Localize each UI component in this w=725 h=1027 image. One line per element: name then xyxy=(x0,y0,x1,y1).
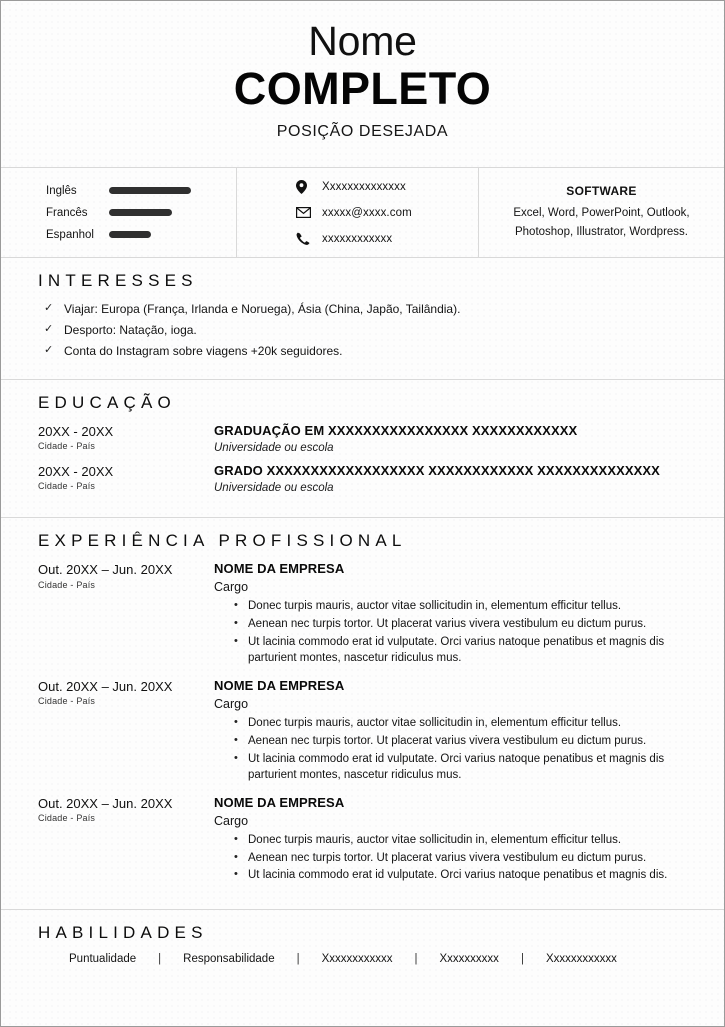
experience-entry-body xyxy=(214,795,700,887)
interest-text: Viajar: Europa (França, Irlanda e Noruega), Ásia (China, Japão, Tailândia). xyxy=(64,302,461,317)
skills-row xyxy=(38,953,700,965)
education-title: EDUCAÇÃO xyxy=(38,392,176,412)
software-title: SOFTWARE xyxy=(566,183,637,198)
section-interests xyxy=(1,258,724,379)
section-experience xyxy=(1,518,724,909)
education-institution: Universidade ou escola xyxy=(214,441,334,454)
experience-bullet: • Ut lacinia commodo erat id vulputate. Orci varius natoque penatibus et magnis dis parturient montes, nascetur ridiculus mus. xyxy=(248,752,700,784)
experience-title: EXPERIÊNCIA PROFISSIONAL xyxy=(38,531,407,551)
education-entry-body xyxy=(214,423,700,454)
experience-dates: Out. 20XX – Jun. 20XX xyxy=(38,678,173,694)
language-level-bar xyxy=(109,209,172,216)
phone-icon xyxy=(296,232,322,246)
skill-item: Responsabilidade xyxy=(183,953,275,966)
education-entry xyxy=(38,463,700,494)
education-place: Cidade - País xyxy=(38,441,96,452)
info-bar xyxy=(1,168,724,257)
interests-title: INTERESSES xyxy=(38,271,198,291)
experience-bullet: • Ut lacinia commodo erat id vulputate. Orci varius natoque penatibus et magnis dis. xyxy=(248,868,700,884)
check-icon: ✓ xyxy=(44,302,54,315)
experience-entry-meta xyxy=(38,561,214,669)
skill-item: Puntualidade xyxy=(69,953,137,966)
section-education xyxy=(1,380,724,518)
experience-company: NOME DA EMPRESA xyxy=(214,794,345,810)
interest-item xyxy=(38,322,700,338)
experience-bullet-list xyxy=(214,599,700,666)
education-dates: 20XX - 20XX xyxy=(38,463,114,479)
language-row xyxy=(46,202,236,224)
experience-bullet: • Donec turpis mauris, auctor vitae sollicitudin in, elementum efficitur tellus. xyxy=(248,599,700,615)
resume-header xyxy=(1,1,724,141)
interest-text: Desporto: Natação, ioga. xyxy=(64,323,197,338)
language-name: Espanhol xyxy=(46,228,94,241)
email-value: xxxxx@xxxx.com xyxy=(322,206,412,219)
address-value: Xxxxxxxxxxxxxx xyxy=(322,180,406,193)
section-skills xyxy=(1,910,724,979)
skill-item: Xxxxxxxxxxxx xyxy=(545,953,617,966)
check-icon: ✓ xyxy=(44,323,54,336)
experience-role: Cargo xyxy=(214,580,249,595)
language-row xyxy=(46,180,236,202)
skill-separator: | xyxy=(296,953,300,966)
experience-bullet: • Aenean nec turpis tortor. Ut placerat varius vivera vestibulum eu dictum purus. xyxy=(248,617,700,633)
experience-bullet: • Aenean nec turpis tortor. Ut placerat varius vivera vestibulum eu dictum purus. xyxy=(248,734,700,750)
software-list-line-2: Photoshop, Illustrator, Wordpress. xyxy=(514,225,688,238)
experience-dates: Out. 20XX – Jun. 20XX xyxy=(38,795,173,811)
contact-row-email xyxy=(296,200,478,226)
experience-bullet-list xyxy=(214,833,700,885)
phone-value: xxxxxxxxxxxx xyxy=(322,232,393,245)
experience-company: NOME DA EMPRESA xyxy=(214,677,345,693)
experience-entry xyxy=(38,795,700,887)
location-pin-icon xyxy=(296,180,322,194)
check-icon: ✓ xyxy=(44,344,54,357)
experience-company: NOME DA EMPRESA xyxy=(214,561,345,577)
experience-place: Cidade - País xyxy=(38,813,96,824)
interest-item xyxy=(38,301,700,317)
skill-separator: | xyxy=(520,953,524,966)
language-name: Inglês xyxy=(46,184,77,197)
contact-row-address xyxy=(296,174,478,200)
education-entry-meta xyxy=(38,423,214,454)
experience-entry xyxy=(38,678,700,786)
interest-item xyxy=(38,343,700,359)
education-dates: 20XX - 20XX xyxy=(38,423,114,439)
experience-entry-meta xyxy=(38,678,214,786)
experience-bullet: • Ut lacinia commodo erat id vulputate. Orci varius natoque penatibus et magnis dis parturient montes, nascetur ridiculus mus. xyxy=(248,635,700,667)
languages-column xyxy=(1,168,236,257)
contact-row-phone xyxy=(296,226,478,252)
experience-bullet: • Donec turpis mauris, auctor vitae sollicitudin in, elementum efficitur tellus. xyxy=(248,833,700,849)
experience-entry xyxy=(38,561,700,669)
experience-entry-body xyxy=(214,561,700,669)
language-level-bar xyxy=(109,187,191,194)
education-degree: GRADO XXXXXXXXXXXXXXXXXX XXXXXXXXXXXX XXXXXXXXXXXXXX xyxy=(214,462,660,478)
experience-place: Cidade - País xyxy=(38,579,96,590)
skill-item: Xxxxxxxxxx xyxy=(439,953,499,966)
language-level-bar xyxy=(109,231,151,238)
experience-place: Cidade - País xyxy=(38,696,96,707)
skill-separator: | xyxy=(414,953,418,966)
education-entry-meta xyxy=(38,463,214,494)
skills-title: HABILIDADES xyxy=(38,923,208,943)
experience-bullet: • Donec turpis mauris, auctor vitae sollicitudin in, elementum efficitur tellus. xyxy=(248,716,700,732)
experience-role: Cargo xyxy=(214,813,249,828)
education-institution: Universidade ou escola xyxy=(214,482,334,495)
language-row xyxy=(46,224,236,246)
skill-item: Xxxxxxxxxxxx xyxy=(321,953,393,966)
first-name: Nome xyxy=(308,18,417,64)
software-column xyxy=(479,168,724,257)
experience-role: Cargo xyxy=(214,697,249,712)
skill-separator: | xyxy=(158,953,162,966)
last-name: COMPLETO xyxy=(233,62,492,114)
interest-text: Conta do Instagram sobre viagens +20k seguidores. xyxy=(64,344,343,359)
education-entry xyxy=(38,423,700,454)
experience-entry-meta xyxy=(38,795,214,887)
experience-bullet: • Aenean nec turpis tortor. Ut placerat varius vivera vestibulum eu dictum purus. xyxy=(248,851,700,867)
education-place: Cidade - País xyxy=(38,481,96,492)
software-list-line-1: Excel, Word, PowerPoint, Outlook, xyxy=(513,206,690,219)
experience-bullet-list xyxy=(214,716,700,783)
education-degree: GRADUAÇÃO EM XXXXXXXXXXXXXXXX XXXXXXXXXXXX xyxy=(214,422,578,438)
language-name: Francês xyxy=(46,206,88,219)
experience-entry-body xyxy=(214,678,700,786)
education-entry-body xyxy=(214,463,700,494)
experience-dates: Out. 20XX – Jun. 20XX xyxy=(38,562,173,578)
desired-position: POSIÇÃO DESEJADA xyxy=(276,123,449,141)
envelope-icon xyxy=(296,207,322,218)
contact-column xyxy=(236,168,479,257)
